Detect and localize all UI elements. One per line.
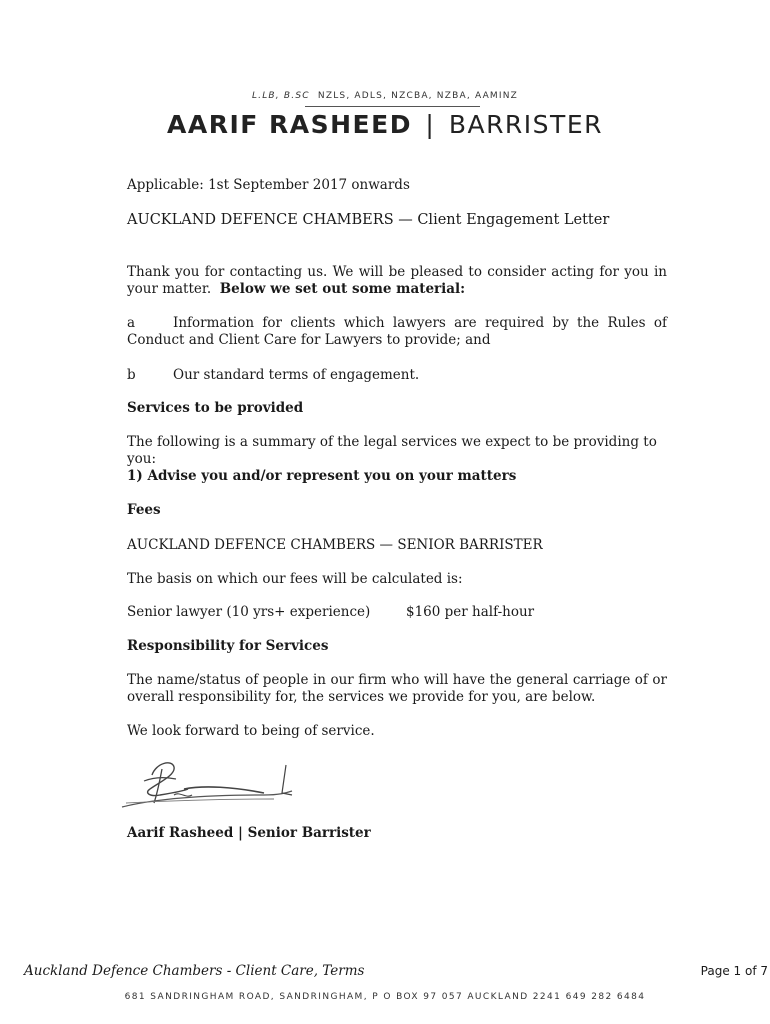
list-item — [127, 367, 667, 384]
footer-address: 681 SANDRINGHAM ROAD, SANDRINGHAM, P O BOX 97 057 AUCKLAND 2241 649 282 6484 — [124, 992, 646, 1002]
footer-doc-title: Auckland Defence Chambers - Client Care, Terms — [24, 963, 365, 979]
credentials-memberships: NZLS, ADLS, NZCBA, NZBA, AAMINZ — [317, 91, 519, 101]
page-number: Page 1 of 7 — [700, 964, 768, 978]
item-a-text: Information for clients which lawyers are required by the Rules of Conduct and Client Care for Lawyers to provide; and — [127, 315, 667, 348]
item-a-marker: a — [127, 315, 136, 331]
letterhead-name — [0, 110, 770, 139]
responsibility-heading: Responsibility for Services — [127, 638, 329, 654]
fees-heading: Fees — [127, 502, 161, 518]
closing-line: We look forward to being of service. — [127, 723, 375, 739]
list-item — [127, 315, 667, 349]
applicable-date: Applicable: 1st September 2017 onwards — [127, 177, 410, 193]
barrister-name: AARIF RASHEED — [167, 110, 412, 139]
credentials-underline — [305, 106, 480, 107]
item-b-text: Our standard terms of engagement. — [173, 367, 420, 383]
letterhead-divider: | — [425, 110, 436, 139]
letter-heading: AUCKLAND DEFENCE CHAMBERS — Client Engagement Letter — [127, 212, 610, 228]
fees-basis: The basis on which our fees will be calculated is: — [127, 571, 463, 587]
intro-paragraph — [127, 264, 667, 298]
fees-chambers: AUCKLAND DEFENCE CHAMBERS — SENIOR BARRISTER — [127, 537, 543, 553]
services-heading: Services to be provided — [127, 400, 304, 416]
credentials-line — [0, 91, 770, 101]
credentials-degrees: L.LB, B.SC — [251, 91, 310, 101]
intro-bold: Below we set out some material: — [219, 281, 466, 297]
signature-image — [114, 755, 304, 815]
fee-role: Senior lawyer (10 yrs+ experience) — [127, 604, 371, 620]
services-item: 1) Advise you and/or represent you on your matters — [127, 468, 517, 484]
services-text: The following is a summary of the legal services we expect to be providing to you: — [127, 434, 657, 467]
intro-text: Thank you for contacting us. We will be pleased to consider acting for you in your matter. — [127, 264, 667, 297]
barrister-title: BARRISTER — [448, 110, 603, 139]
fee-amount: $160 per half-hour — [406, 604, 535, 620]
signatory-name: Aarif Rasheed | Senior Barrister — [127, 825, 371, 841]
fee-row — [127, 604, 667, 621]
item-b-marker: b — [127, 367, 136, 383]
responsibility-text: The name/status of people in our firm who will have the general carriage of or overall responsibility for, the services we provide for you, are below. — [127, 672, 667, 705]
